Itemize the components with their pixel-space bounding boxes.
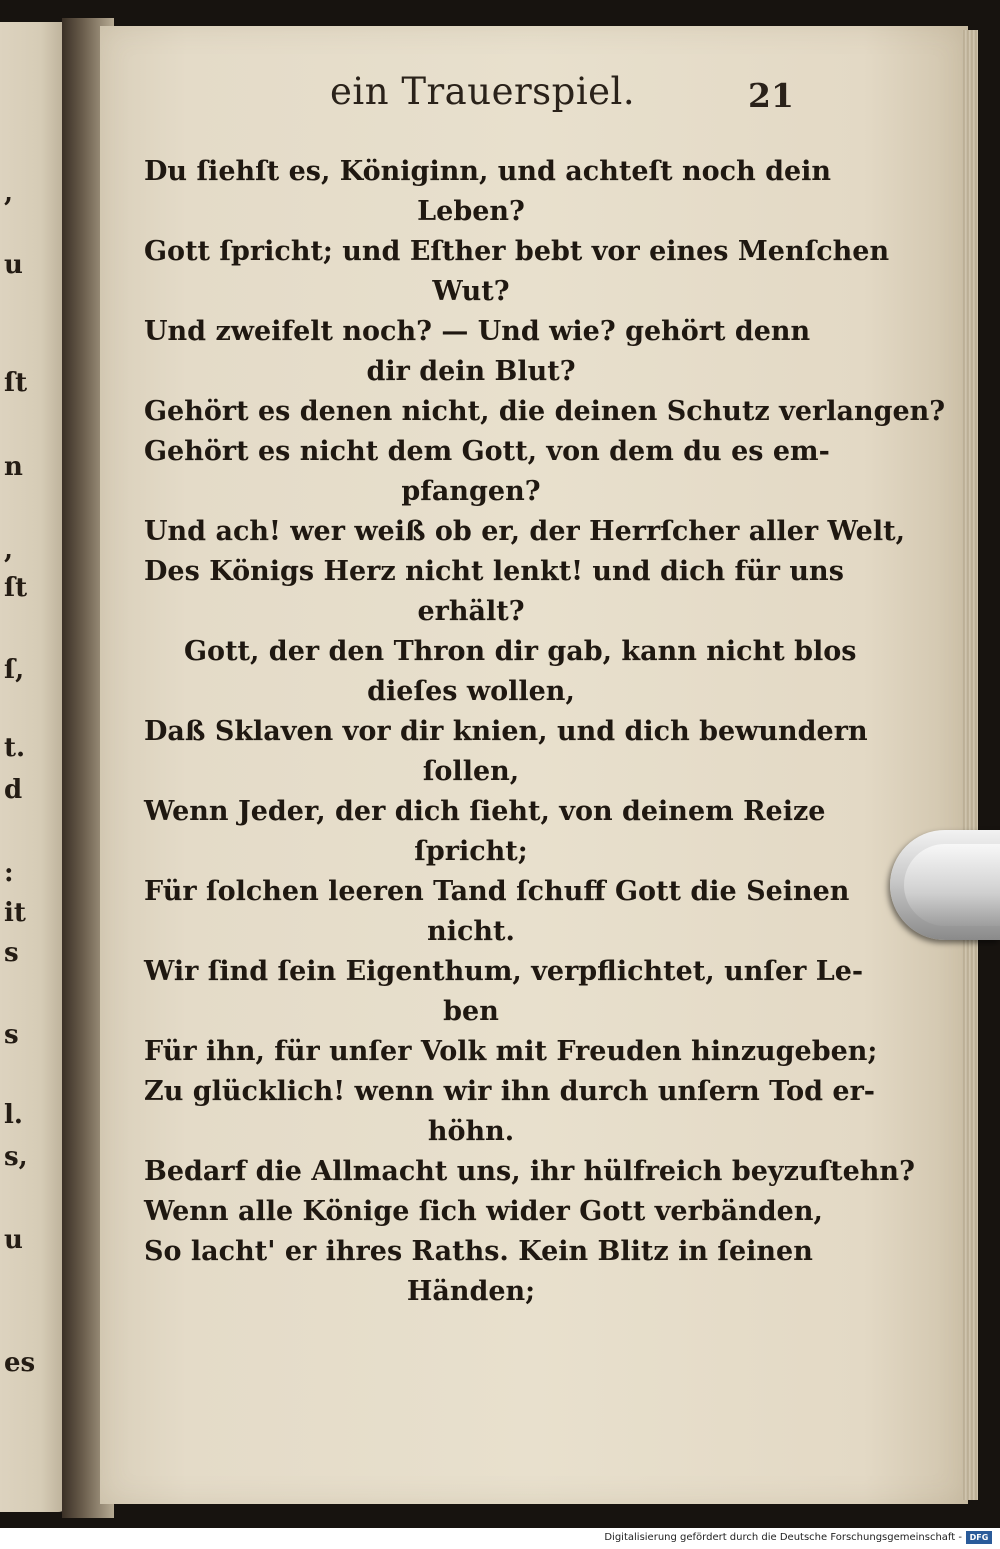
page-number: 21 (748, 76, 794, 115)
verse-line: So lacht' er ihres Raths. Kein Blitz in ſeinen (144, 1236, 813, 1267)
margin-glyph: : (4, 858, 14, 888)
verse-line: Du ſiehſt es, Königinn, und achteſt noch dein (144, 156, 832, 187)
verse-line: Und zweifelt noch? — Und wie? gehört denn (144, 316, 811, 347)
verse-line: Wenn Jeder, der dich ſieht, von deinem Reize (144, 796, 826, 827)
verse-line-continuation: ſpricht; (414, 836, 528, 867)
margin-glyph: s (4, 1020, 19, 1050)
verse-line: Bedarf die Allmacht uns, ihr hülfreich beyzuſtehn? (144, 1156, 915, 1187)
margin-glyph: it (4, 898, 26, 928)
margin-glyph: , (4, 178, 14, 208)
page-block-edge (962, 30, 978, 1500)
verse-line-continuation: erhält? (417, 596, 525, 627)
digitization-footer (0, 1528, 1000, 1549)
margin-glyph: u (4, 1225, 23, 1255)
verse-line-continuation: dieſes wollen, (367, 676, 575, 707)
running-title: ein Trauerspiel. (330, 70, 636, 113)
page-clip-holder (890, 830, 1000, 940)
margin-glyph: ſt (4, 368, 28, 398)
verse-line-indented: Gott, der den Thron dir gab, kann nicht blos (184, 636, 857, 667)
margin-glyph: s, (4, 1142, 28, 1172)
verse-line: Gehört es nicht dem Gott, von dem du es em- (144, 436, 830, 467)
verse-line: Zu glücklich! wenn wir ihn durch unſern Tod er- (144, 1076, 876, 1107)
dfg-logo: DFG (966, 1531, 992, 1544)
verse-line-continuation: ſollen, (422, 756, 520, 787)
verse-line-continuation: Wut? (432, 276, 510, 307)
margin-glyph: ſt (4, 573, 28, 603)
funding-credit: Digitalisierung gefördert durch die Deutsche Forschungsgemeinschaft - (604, 1532, 962, 1543)
verse-line-continuation: höhn. (427, 1116, 515, 1147)
margin-glyph: ſ, (4, 655, 25, 685)
verse-line: Daß Sklaven vor dir knien, und dich bewundern (144, 716, 868, 747)
margin-glyph: t. (4, 733, 26, 763)
verse-line: Wir ſind ſein Eigenthum, verpflichtet, unſer Le- (144, 956, 864, 987)
verse-line: Wenn alle Könige ſich wider Gott verbänden, (144, 1196, 823, 1227)
margin-glyph: u (4, 250, 23, 280)
verse-line: Gehört es denen nicht, die deinen Schutz verlangen? (144, 396, 946, 427)
margin-glyph: n (4, 452, 23, 482)
verse-line-continuation: nicht. (427, 916, 515, 947)
margin-glyph: l. (4, 1100, 23, 1130)
verse-line-continuation: dir dein Blut? (366, 356, 576, 387)
verse-line-continuation: pfangen? (401, 476, 541, 507)
verse-line: Für ihn, für unſer Volk mit Freuden hinzugeben; (144, 1036, 878, 1067)
verse-line: Für ſolchen leeren Tand ſchuff Gott die Seinen (144, 876, 850, 907)
verse-line-continuation: Händen; (406, 1276, 536, 1307)
verse-line-continuation: Leben? (417, 196, 525, 227)
margin-glyph: s (4, 938, 19, 968)
verse-line: Des Königs Herz nicht lenkt! und dich für uns (144, 556, 844, 587)
margin-glyph: , (4, 535, 14, 565)
margin-glyph: d (4, 775, 23, 805)
verse-line-continuation: ben (443, 996, 499, 1027)
verse-line: Gott ſpricht; und Eſther bebt vor eines Menſchen (144, 236, 890, 267)
margin-glyph: es (4, 1348, 36, 1378)
facing-page-fragment (0, 22, 68, 1512)
verse-line: Und ach! wer weiß ob er, der Herrſcher aller Welt, (144, 516, 905, 547)
